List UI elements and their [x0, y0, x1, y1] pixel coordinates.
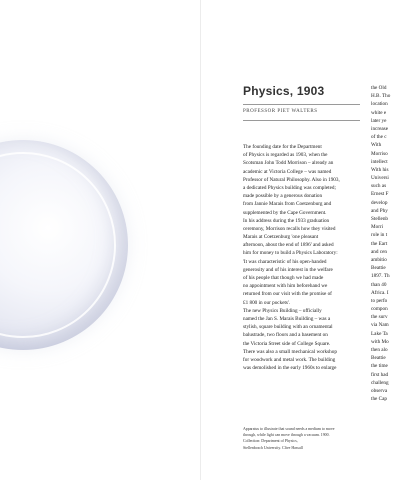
body-text-line: first had — [371, 371, 389, 378]
body-text-line: a dedicated Physics building was completed; — [243, 184, 336, 191]
body-text-line: from Jannie Marais from Coetzenburg and — [243, 201, 332, 208]
body-column-left — [243, 143, 340, 372]
body-text-line: ceremony, Morrison recalls how they visited — [243, 225, 336, 232]
body-text-line: was demolished in the early 1960s to enlarge — [243, 365, 337, 372]
body-text-line: of the c — [371, 134, 387, 141]
body-text-line: 1897. Th — [371, 273, 390, 280]
body-text-line: Marais at Coetzenburg 'one pleasant — [243, 234, 319, 241]
body-text-line: Lake Ta — [371, 330, 388, 337]
body-text-line: Africa. I — [371, 289, 389, 296]
body-text-line: the Cap — [371, 396, 387, 403]
body-text-line: of his people that though we had made — [243, 275, 324, 281]
body-text-line: develop — [371, 199, 388, 206]
body-text-line: made possible by a generous donation — [243, 193, 323, 200]
body-column-right — [371, 84, 390, 403]
body-text-line: the time — [371, 363, 388, 370]
photo-caption — [243, 426, 335, 451]
title-rule-top — [243, 104, 360, 105]
body-text-line: The new Physics Building – officially — [243, 307, 322, 314]
body-text-line: and cen — [371, 248, 387, 255]
body-text-line: compon — [371, 306, 388, 313]
body-text-line: later ye — [371, 117, 387, 124]
body-text-line: With his — [371, 166, 389, 173]
body-text-line: H.B. Tho — [371, 93, 391, 100]
body-text-line: intellect — [371, 158, 388, 165]
body-text-line: Beattie — [371, 355, 386, 362]
body-text-line: The founding date for the Department — [243, 144, 322, 150]
body-text-line: with Mo — [371, 338, 389, 345]
body-text-line: him for money to build a Physics Laboratory: — [243, 250, 338, 257]
body-text-line: named the Jan S. Marais Building – was a — [243, 315, 331, 322]
body-text-line: supplemented by the Cape Government. — [243, 209, 327, 216]
page-spine — [200, 0, 201, 480]
body-text-line: of Physics is regarded as 1903, when the — [243, 152, 328, 159]
body-text-line: role in t — [371, 232, 388, 239]
body-text-line: for woodwork and metal work. The building — [243, 356, 336, 363]
body-text-line: Universi — [371, 175, 389, 182]
body-text-line: There was also a small mechanical workshop — [243, 348, 337, 355]
body-text-line: increase — [371, 125, 388, 132]
body-text-line: location — [371, 101, 388, 108]
body-text-line: challeng — [371, 379, 389, 386]
body-text-line: to perfo — [371, 297, 388, 304]
body-text-line: the surv — [371, 314, 388, 321]
body-text-line: Morri — [371, 224, 384, 231]
body-text-line: £1 800 in our pockets'. — [243, 299, 291, 306]
body-text-line: Ernest F — [371, 191, 389, 198]
body-text-line: Stellenb — [371, 216, 389, 222]
title-rule-bottom — [243, 120, 360, 121]
caption-line: Apparatus to illustrate that sound needs a medium to move — [243, 427, 335, 431]
body-text-line: ambitio — [371, 256, 387, 263]
body-text-line: the Victoria Street side of College Square. — [243, 340, 331, 347]
body-text-line: afternoon, about the end of 1896' and asked — [243, 242, 334, 249]
body-text-line: Scotsman John Todd Morrison – already an — [243, 160, 334, 167]
body-text-line: via Nam — [371, 322, 389, 329]
body-text-line: generosity and of his interest in the welfare — [243, 266, 333, 273]
chapter-title: Physics, 1903 — [243, 84, 325, 98]
body-text-line: observa — [371, 387, 388, 394]
body-text-line: returned from our visit with the promise of — [243, 291, 332, 298]
body-text-line: stylish, square building with an ornamental — [243, 324, 333, 331]
body-text-line: and Phy — [371, 207, 388, 214]
body-text-line: Morriso — [371, 150, 388, 157]
body-text-line: the Old — [371, 85, 387, 91]
body-text-line: such as — [371, 183, 387, 190]
body-text-line: In his address during the 1933 graduation — [243, 217, 330, 224]
body-text-line: With — [371, 142, 382, 149]
body-text-line: Professor of Natural Philosophy. Also in 1903, — [243, 176, 340, 183]
caption-line: through, while light can move through a vacuum. 1900. — [243, 433, 330, 438]
caption-line: Collection: Department of Physics, — [243, 439, 298, 444]
body-text-line: white e — [371, 109, 387, 116]
body-text-line: no appointment with him beforehand we — [243, 283, 328, 290]
body-text-line: balustrade, two floors and a basement on — [243, 332, 328, 339]
body-text-line: academic at Victoria College – was named — [243, 168, 332, 175]
caption-line: Stellenbosch University. Clive Hassall — [243, 445, 303, 450]
body-text-line: then alo — [371, 347, 388, 353]
body-text-line: the Eart — [371, 240, 388, 247]
body-text-line: Beattie — [371, 265, 386, 272]
body-text-line: 'It was characteristic of his open-handed — [243, 258, 327, 265]
body-text-line: than 40 — [371, 281, 387, 288]
author-byline: PROFESSOR PIET WALTERS — [243, 109, 318, 114]
